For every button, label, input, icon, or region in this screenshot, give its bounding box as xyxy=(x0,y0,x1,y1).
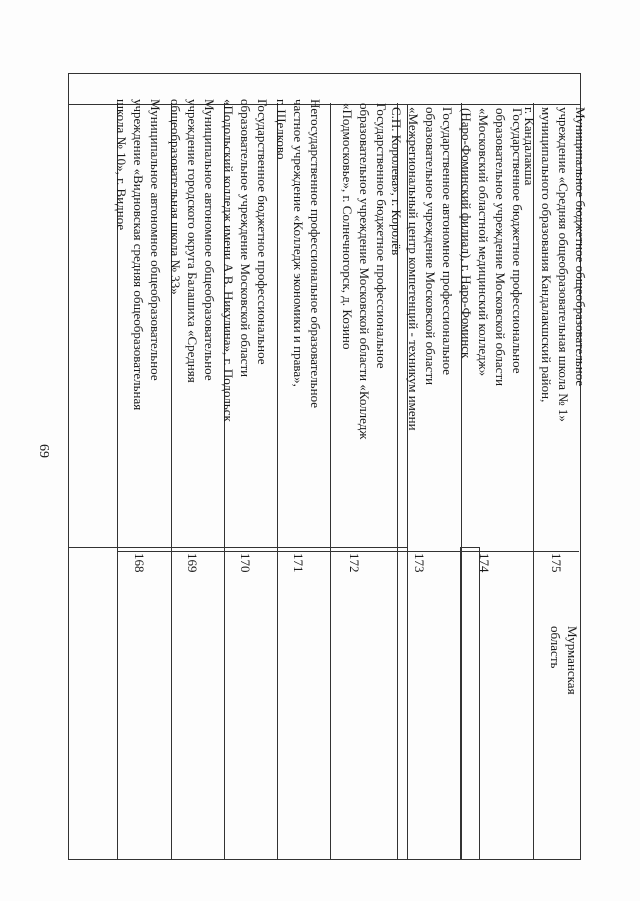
row-number: 174 xyxy=(477,553,492,573)
table-cell-text: Государственное бюджетное профессиональное образовательное учреждение Московской области «Московский областной медицинский колледж» (Наро-Фоминский филиал), г. Наро-Фоминск xyxy=(459,108,525,387)
number-column-separator xyxy=(533,551,579,552)
table-cell-text: Муниципальное автономное общеобразовательное учреждение «Видновская средняя общеобразовательная школа № 10», г. Видное xyxy=(114,99,163,411)
table-cell-text: Государственное автономное профессиональное образовательное учреждение Московской области «Межрегиональный центр компетенций - техникум имени С.П. Королева», г. Королёв xyxy=(389,107,455,431)
row-number: 169 xyxy=(185,553,200,573)
rows-area xyxy=(68,99,588,860)
table-cell-text: Негосударственное профессиональное образовательное частное учреждение «Колледж экономики и права», г. Щелково xyxy=(274,99,323,408)
row-number: 173 xyxy=(412,553,427,573)
region-label: Мурманская область xyxy=(548,626,580,695)
table-cell-text: Муниципальное бюджетное общеобразовательное учреждение «Средняя общеобразовательная школа № 1» муниципального образования Кандалакшский район, г. Кандалакша xyxy=(522,107,588,422)
page-number: 69 xyxy=(36,444,51,458)
number-column-separator xyxy=(117,551,533,552)
row-number: 172 xyxy=(347,553,362,573)
table-cell-text: Государственное бюджетное профессиональное образовательное учреждение Московской области «Колледж «Подмосковье», г. Солнечногорск, д. Козино xyxy=(340,103,389,440)
row-number: 168 xyxy=(132,553,147,573)
row-number: 170 xyxy=(238,553,253,573)
table-cell-text: Муниципальное автономное общеобразовательное учреждение городского округа Балашиха «Средняя общеобразовательная школа № 33» xyxy=(168,99,217,383)
table-cell-text: Государственное бюджетное профессиональное образовательное учреждение Московской области «Подольский колледж имени А.В. Никулина», г. Подольск xyxy=(221,99,270,422)
row-number: 171 xyxy=(291,553,306,573)
row-number: 175 xyxy=(549,553,564,573)
